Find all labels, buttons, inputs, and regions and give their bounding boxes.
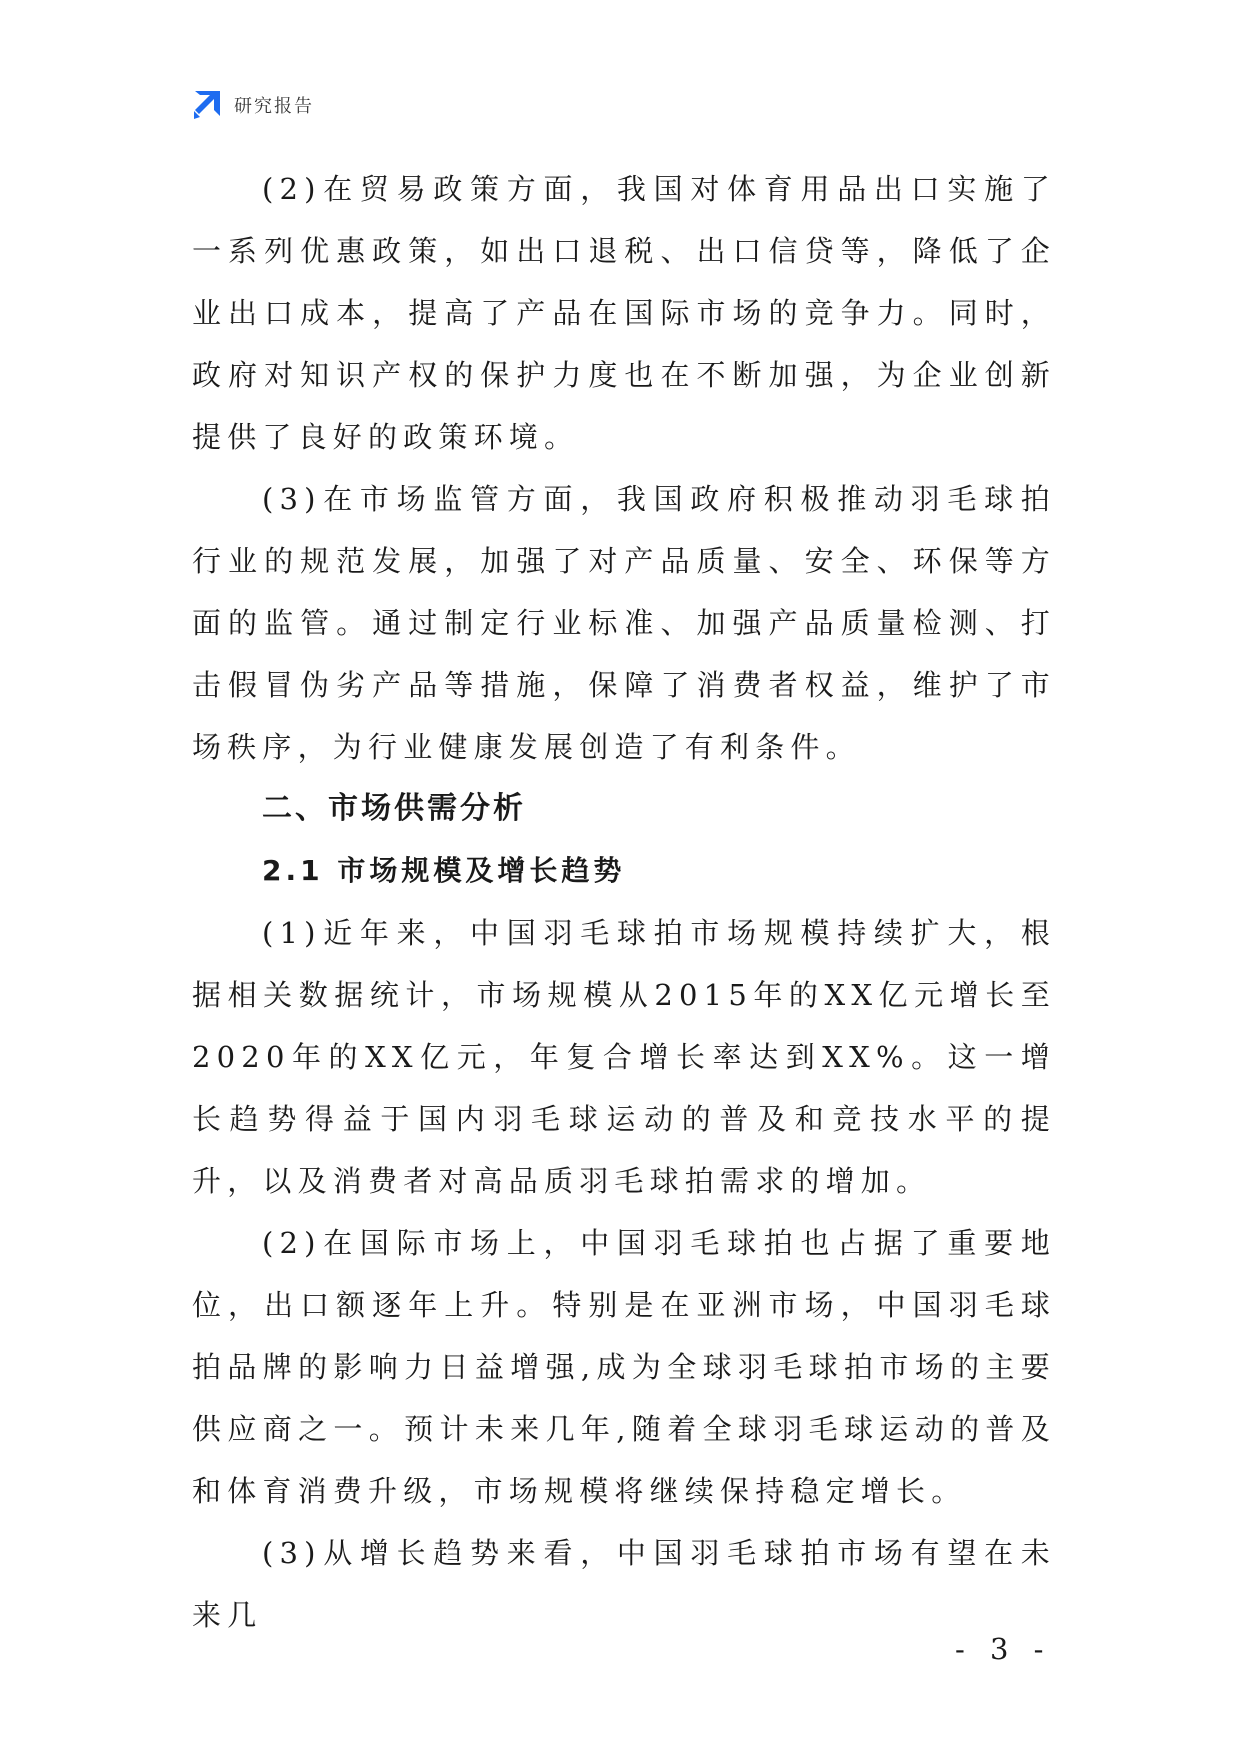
subsection-heading: 2.1 市场规模及增长趋势: [262, 854, 626, 887]
paragraph-growth-trend: (3)从增长趋势来看，中国羽毛球拍市场有望在未来几: [192, 1536, 1056, 1632]
arrow-up-right-icon: [190, 89, 222, 121]
paragraph-market-regulation: (3)在市场监管方面，我国政府积极推动羽毛球拍行业的规范发展，加强了对产品质量、安全、环保等方面的监管。通过制定行业标准、加强产品质量检测、打击假冒伪劣产品等措施，保障了消费者权益，维护了市场秩序，为行业健康发展创造了有利条件。: [192, 482, 1056, 764]
page-header: [190, 88, 314, 122]
brand-title: 研究报告: [234, 96, 314, 117]
paragraph-market-size: (1)近年来，中国羽毛球拍市场规模持续扩大，根据相关数据统计，市场规模从2015年的XX亿元增长至2020年的XX亿元，年复合增长率达到XX%。这一增长趋势得益于国内羽毛球运动的普及和竞技水平的提升，以及消费者对高品质羽毛球拍需求的增加。: [192, 916, 1056, 1198]
document-body: [192, 158, 1056, 1646]
section-heading: 二、市场供需分析: [262, 791, 526, 826]
paragraph-trade-policy: (2)在贸易政策方面，我国对体育用品出口实施了一系列优惠政策，如出口退税、出口信贷等，降低了企业出口成本，提高了产品在国际市场的竞争力。同时，政府对知识产权的保护力度也在不断加强，为企业创新提供了良好的政策环境。: [192, 172, 1056, 454]
paragraph-international-market: (2)在国际市场上，中国羽毛球拍也占据了重要地位，出口额逐年上升。特别是在亚洲市场，中国羽毛球拍品牌的影响力日益增强,成为全球羽毛球拍市场的主要供应商之一。预计未来几年,随着全球羽毛球运动的普及和体育消费升级，市场规模将继续保持稳定增长。: [192, 1226, 1056, 1508]
page-number: - 3 -: [955, 1632, 1052, 1666]
